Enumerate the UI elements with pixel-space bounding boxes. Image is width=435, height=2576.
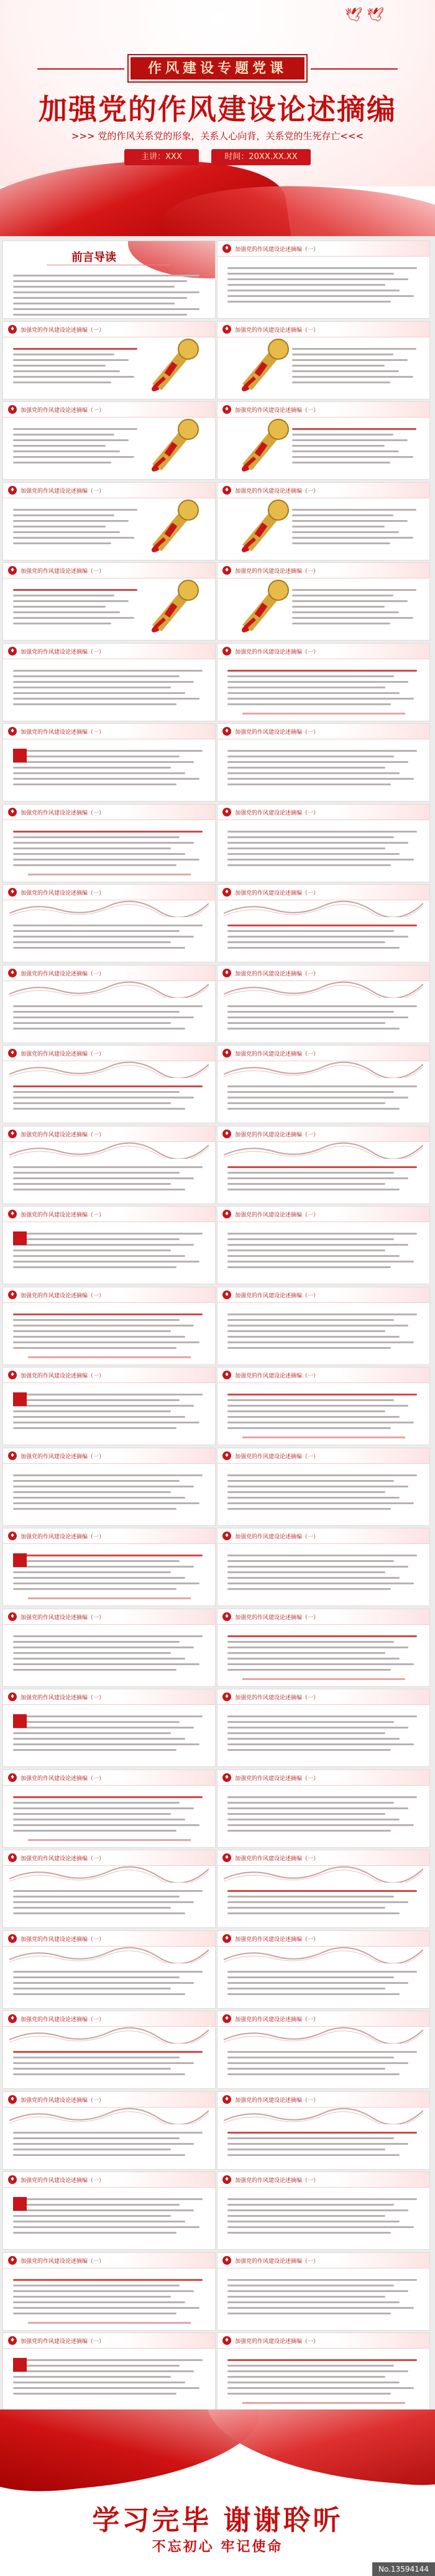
slide-number-icon: ♦ [222,1451,231,1460]
slide-number-icon: ♦ [222,566,231,575]
slide-thumbnail[interactable] [3,1368,215,1445]
slide-body-text [227,666,417,705]
quote-mark-icon [13,1392,27,1406]
page-title: 加强党的作风建设论述摘编 [39,93,396,126]
quote-mark-icon [13,1231,27,1245]
slide-title: 加强党的作风建设论述摘编（一） [21,1534,105,1540]
slide-body-text [227,1632,417,1671]
quote-mark-icon [13,1714,27,1728]
slide-title: 加强党的作风建设论述摘编（一） [235,569,319,575]
slide-number-icon: ♦ [8,1934,17,1943]
slide-number-icon: ♦ [8,2014,17,2023]
slide-title: 加强党的作风建设论述摘编（一） [235,247,319,253]
slide-body-text [227,1310,417,1349]
quote-mark-icon [13,2358,27,2372]
citation-line [28,1839,191,1841]
slide-thumbnail[interactable] [218,402,429,479]
slide-title: 加强党的作风建设论述摘编（一） [21,971,105,977]
slide-title: 加强党的作风建设论述摘编（一） [235,1373,319,1379]
slide-title: 加强党的作风建设论述摘编（一） [21,1695,105,1701]
bugle-icon [230,495,292,557]
slide-body-text [227,1793,417,1832]
bugle-icon [140,414,202,477]
slide-thumbnail[interactable] [3,2253,215,2330]
great-wall-icon [9,1864,209,1883]
slide-title: 加强党的作风建设论述摘编（一） [21,649,105,655]
slide-number-icon: ♦ [8,2175,17,2184]
banner-line-left [37,68,124,70]
slide-thumbnail[interactable] [218,563,429,640]
slide-body-text [13,1793,203,1832]
slide-thumbnail[interactable] [3,1609,215,1686]
slide-body-text [13,424,137,464]
slide-thumbnail[interactable] [218,2011,429,2088]
slide-thumbnail[interactable] [3,2333,215,2410]
slide-number-icon: ♦ [222,1853,231,1862]
slide-thumbnail[interactable] [3,1850,215,1927]
slide-thumbnail[interactable] [218,1528,429,1605]
slide-thumbnail[interactable] [218,2092,429,2169]
slide-title: 加强党的作风建设论述摘编（一） [235,971,319,977]
slide-title: 加强党的作风建设论述摘编（一） [235,1776,319,1782]
slide-number-icon: ♦ [222,1773,231,1782]
slide-number-icon: ♦ [8,325,17,334]
bugle-icon [230,575,292,637]
slide-body-text [13,666,203,705]
slide-thumbnail[interactable] [218,1207,429,1284]
slide-thumbnail[interactable] [3,483,215,560]
motto-text: 不忘初心 牢记使命 [152,2539,283,2555]
slide-thumbnail[interactable] [218,1126,429,1204]
great-wall-icon [224,2106,423,2124]
slide-body-text [227,2047,417,2075]
slide-title: 加强党的作风建设论述摘编（一） [21,2098,105,2104]
slide-thumbnail[interactable] [3,644,215,721]
slide-body-text [292,344,416,383]
slide-body-text [13,2275,203,2314]
slide-body-text [13,921,203,949]
quote-mark-icon [13,2197,27,2211]
slide-number-icon: ♦ [222,1532,231,1540]
banner-line-right [311,68,398,70]
slide-title: 加强党的作风建设论述摘编（一） [235,1937,319,1943]
slide-number-icon: ♦ [8,888,17,897]
slide-number-icon: ♦ [8,1371,17,1379]
slide-body-text [292,505,416,544]
slide-number-icon: ♦ [8,1773,17,1782]
bugle-icon [140,334,202,396]
slide-title: 加强党的作风建设论述摘编（一） [235,1454,319,1460]
slide-number-icon: ♦ [8,969,17,977]
slide-number-icon: ♦ [222,1049,231,1057]
slide-thumbnail[interactable] [218,1448,429,1525]
slide-thumbnail[interactable] [218,1931,429,2008]
slide-number-icon: ♦ [222,1130,231,1138]
slide-title: 加强党的作风建设论述摘编（一） [21,2339,105,2345]
thanks-heading: 学习完毕 谢谢聆听 [92,2505,343,2536]
slide-number-icon: ♦ [222,244,231,253]
slide-title: 加强党的作风建设论述摘编（一） [21,1212,105,1218]
slide-body-text [13,827,203,866]
slide-thumbnail[interactable] [218,483,429,560]
slide-number-icon: ♦ [8,1612,17,1621]
slide-body-text [13,1229,203,1268]
date-badge: 时间：20XX.XX.XX [211,149,311,165]
slide-body-text [13,2047,203,2075]
slide-title: 加强党的作风建设论述摘编（一） [235,488,319,495]
slide-body-text [227,746,417,785]
slide-body-text [13,1632,203,1671]
slide-thumbnail[interactable] [3,1770,215,1847]
slide-thumbnail[interactable] [3,724,215,801]
slide-number-icon: ♦ [8,1049,17,1057]
slide-body-text [227,1967,417,1995]
slide-title: 加强党的作风建设论述摘编（一） [235,2259,319,2265]
slide-body-text [227,1229,417,1268]
quote-mark-icon [13,1553,27,1567]
quote-mark-icon [13,749,27,762]
great-wall-icon [9,1945,209,1963]
great-wall-icon [9,2025,209,2044]
slide-thumbnail[interactable] [3,1689,215,1766]
slide-number-icon: ♦ [222,325,231,334]
slide-number-icon: ♦ [222,486,231,495]
slide-number-icon: ♦ [8,1290,17,1299]
great-wall-icon [224,1140,423,1159]
slide-title: 加强党的作风建设论述摘编（一） [235,327,319,334]
slide-number-icon: ♦ [8,405,17,414]
slide-thumbnail[interactable] [218,241,429,318]
bugle-icon [230,334,292,396]
great-wall-icon [224,898,423,917]
slide-body-text [227,827,417,866]
slide-number-icon: ♦ [222,1934,231,1943]
slide-title: 加强党的作风建设论述摘编（一） [235,408,319,414]
slide-number-icon: ♦ [8,1853,17,1862]
page-subtitle: >>> 党的作风关系党的形象，关系人心向背，关系党的生死存亡<<< [71,130,364,142]
slide-title: 加强党的作风建设论述摘编（一） [235,890,319,897]
citation-line [242,713,405,715]
course-tag: 作风建设专题党课 [130,57,304,80]
slide-number-icon: ♦ [222,2175,231,2184]
slide-title: 加强党的作风建设论述摘编（一） [21,890,105,897]
slide-body-text [13,1886,203,1914]
slide-body-text [227,1471,417,1510]
slide-thumbnail[interactable] [3,1448,215,1525]
slide-title: 加强党的作风建设论述摘编（一） [235,729,319,736]
slide-number-icon: ♦ [222,1612,231,1621]
slide-title: 加强党的作风建设论述摘编（一） [235,1695,319,1701]
slide-number-icon: ♦ [8,2256,17,2265]
slide-thumbnail[interactable] [218,322,429,399]
great-wall-icon [224,979,423,998]
slide-body-text [292,585,416,624]
slide-title: 加强党的作风建设论述摘编（一） [21,408,105,414]
citation-line [242,1678,405,1680]
slide-title: 加强党的作风建设论述摘编（一） [21,1293,105,1299]
citation-line [28,2322,191,2324]
slide-number-icon: ♦ [222,2095,231,2104]
slide-thumbnail[interactable] [3,885,215,962]
slide-title: 加强党的作风建设论述摘编（一） [235,1051,319,1057]
slide-thumbnail[interactable] [218,2333,429,2410]
slide-thumbnail[interactable] [3,1126,215,1204]
bugle-icon [230,414,292,477]
great-wall-icon [224,1059,423,1078]
slide-thumbnail[interactable] [218,1689,429,1766]
slide-thumbnail[interactable] [218,1850,429,1927]
bugle-icon [140,495,202,557]
slide-number-icon: ♦ [8,647,17,655]
great-wall-icon [224,1864,423,1883]
slide-title: 加强党的作风建设论述摘编（一） [21,729,105,736]
slide-title: 加强党的作风建设论述摘编（一） [235,2017,319,2023]
red-flag-right [201,2409,435,2489]
slide-body-text [13,1082,203,1110]
slide-number-icon: ♦ [222,647,231,655]
slide-thumbnail[interactable] [218,724,429,801]
slide-body-text [227,1712,417,1751]
slide-title: 加强党的作风建设论述摘编（一） [21,810,105,816]
slide-body-text [227,1162,417,1190]
slide-title: 加强党的作风建设论述摘编（一） [235,810,319,816]
slide-thumbnail[interactable] [3,1207,215,1284]
slide-number-icon: ♦ [8,486,17,495]
slide-thumbnail[interactable] [218,885,429,962]
great-wall-icon [224,1945,423,1963]
slide-title: 加强党的作风建设论述摘编（一） [21,1132,105,1138]
slide-thumbnail[interactable] [3,2011,215,2088]
slide-title: 加强党的作风建设论述摘编（一） [21,569,105,575]
slide-thumbnail[interactable] [3,1528,215,1605]
slide-title: 加强党的作风建设论述摘编（一） [235,1534,319,1540]
bugle-icon [140,575,202,637]
slide-number-icon: ♦ [8,727,17,736]
slide-number-icon: ♦ [222,2256,231,2265]
slide-thumbnail[interactable] [218,805,429,882]
slide-number-icon: ♦ [8,566,17,575]
slide-body-text [227,1886,417,1914]
great-wall-icon [9,1059,209,1078]
slide-title: 加强党的作风建设论述摘编（一） [21,1373,105,1379]
slide-body-text [13,344,137,383]
slide-title: 加强党的作风建设论述摘编（一） [235,2339,319,2345]
slide-number-icon: ♦ [222,888,231,897]
slide-number-icon: ♦ [8,1130,17,1138]
slide-body-text [227,2128,417,2156]
slide-title: 加强党的作风建设论述摘编（一） [21,488,105,495]
slide-number-icon: ♦ [8,1451,17,1460]
slide-title: 加强党的作风建设论述摘编（一） [235,1212,319,1218]
slide-body-text [13,2355,203,2395]
slide-title: 加强党的作风建设论述摘编（一） [21,1454,105,1460]
slide-number-icon: ♦ [222,808,231,816]
slide-title: 加强党的作风建设论述摘编（一） [235,1293,319,1299]
slide-thumbnail[interactable] [218,1046,429,1123]
slide-thumbnail[interactable] [3,1287,215,1364]
cover-slide [0,0,435,236]
slide-number-icon: ♦ [8,2095,17,2104]
slide-body-text [13,1310,203,1349]
slide-number-icon: ♦ [8,808,17,816]
slide-body-text [13,1471,203,1510]
image-id-label: No.13594144 [372,2562,435,2576]
slide-thumbnail[interactable] [3,2092,215,2169]
slide-number-icon: ♦ [222,1210,231,1218]
speaker-badge: 主讲：XXX [124,149,199,165]
slide-number-icon: ♦ [222,2014,231,2023]
slide-number-icon: ♦ [222,969,231,977]
slide-title: 加强党的作风建设论述摘编（一） [21,1051,105,1057]
slide-thumbnail[interactable] [3,805,215,882]
preface-body [13,271,203,316]
slide-thumbnail[interactable] [218,1770,429,1847]
slide-number-icon: ♦ [8,1692,17,1701]
slide-title: 加强党的作风建设论述摘编（一） [21,1937,105,1943]
slide-thumbnail[interactable] [218,2253,429,2330]
slide-title: 加强党的作风建设论述摘编（一） [235,2178,319,2184]
slide-body-text [227,1082,417,1110]
slide-thumbnail[interactable] [3,966,215,1043]
citation-line [28,1597,191,1599]
slide-thumbnail[interactable] [3,241,215,318]
slide-number-icon: ♦ [8,1532,17,1540]
slide-body-text [13,585,137,624]
slide-body-text [13,1712,203,1751]
slide-title: 加强党的作风建设论述摘编（一） [21,1615,105,1621]
slide-body-text [13,746,203,785]
slide-number-icon: ♦ [8,2336,17,2345]
slide-body-text [227,1390,417,1429]
slide-number-icon: ♦ [8,1210,17,1218]
slide-title: 加强党的作风建设论述摘编（一） [21,327,105,334]
slide-title: 加强党的作风建设论述摘编（一） [21,2259,105,2265]
slide-body-text [13,1967,203,1995]
slide-thumbnail[interactable] [3,1046,215,1123]
slide-thumbnail[interactable] [3,563,215,640]
slide-thumbnail[interactable] [218,966,429,1043]
slide-title: 加强党的作风建设论述摘编（一） [235,1856,319,1862]
slide-title: 加强党的作风建设论述摘编（一） [235,649,319,655]
citation-line [28,1356,191,1358]
slide-title: 加强党的作风建设论述摘编（一） [235,1132,319,1138]
slide-number-icon: ♦ [222,1692,231,1701]
slide-body-text [227,1551,417,1590]
slide-thumbnail[interactable] [218,1287,429,1364]
great-wall-icon [9,1140,209,1159]
great-wall-icon [9,898,209,917]
slide-number-icon: ♦ [222,405,231,414]
slide-thumbnail[interactable] [218,1609,429,1686]
slide-body-text [227,2195,417,2234]
slide-body-text [13,2195,203,2234]
slide-thumbnail[interactable] [218,2172,429,2249]
slide-body-text [227,263,417,303]
slide-title: 加强党的作风建设论述摘编（一） [21,2178,105,2184]
slide-body-text [292,424,416,464]
slide-number-icon: ♦ [222,2336,231,2345]
slide-title: 加强党的作风建设论述摘编（一） [235,2098,319,2104]
slide-thumbnail[interactable] [218,1368,429,1445]
slide-body-text [13,2128,203,2156]
slide-body-text [13,1390,203,1429]
slide-body-text [13,1162,203,1190]
slide-title: 加强党的作风建设论述摘编（一） [235,1615,319,1621]
slide-title: 加强党的作风建设论述摘编（一） [21,1856,105,1862]
slide-thumbnail[interactable] [3,402,215,479]
great-wall-icon [9,2106,209,2124]
citation-line [28,874,191,875]
slide-number-icon: ♦ [222,727,231,736]
slide-body-text [13,505,137,544]
ending-slide [0,2409,435,2576]
slide-body-text [13,1002,203,1030]
slide-body-text [227,2355,417,2395]
slide-thumbnail[interactable] [3,2172,215,2249]
slide-number-icon: ♦ [222,1371,231,1379]
slide-number-icon: ♦ [222,1290,231,1299]
slide-title: 加强党的作风建设论述摘编（一） [21,2017,105,2023]
slide-body-text [227,921,417,949]
citation-line [242,2402,405,2404]
slide-thumbnail[interactable] [218,644,429,721]
slide-body-text [227,2275,417,2314]
slide-body-text [227,1002,417,1030]
dove-icon: 🕊 🕊 [345,7,384,23]
slide-body-text [13,1551,203,1590]
great-wall-icon [9,979,209,998]
slide-thumbnail[interactable] [3,1931,215,2008]
great-wall-icon [224,2025,423,2044]
preface-heading: 前言导读 [71,251,116,264]
slide-thumbnail[interactable] [3,322,215,399]
slide-title: 加强党的作风建设论述摘编（一） [21,1776,105,1782]
citation-line [242,1436,405,1438]
